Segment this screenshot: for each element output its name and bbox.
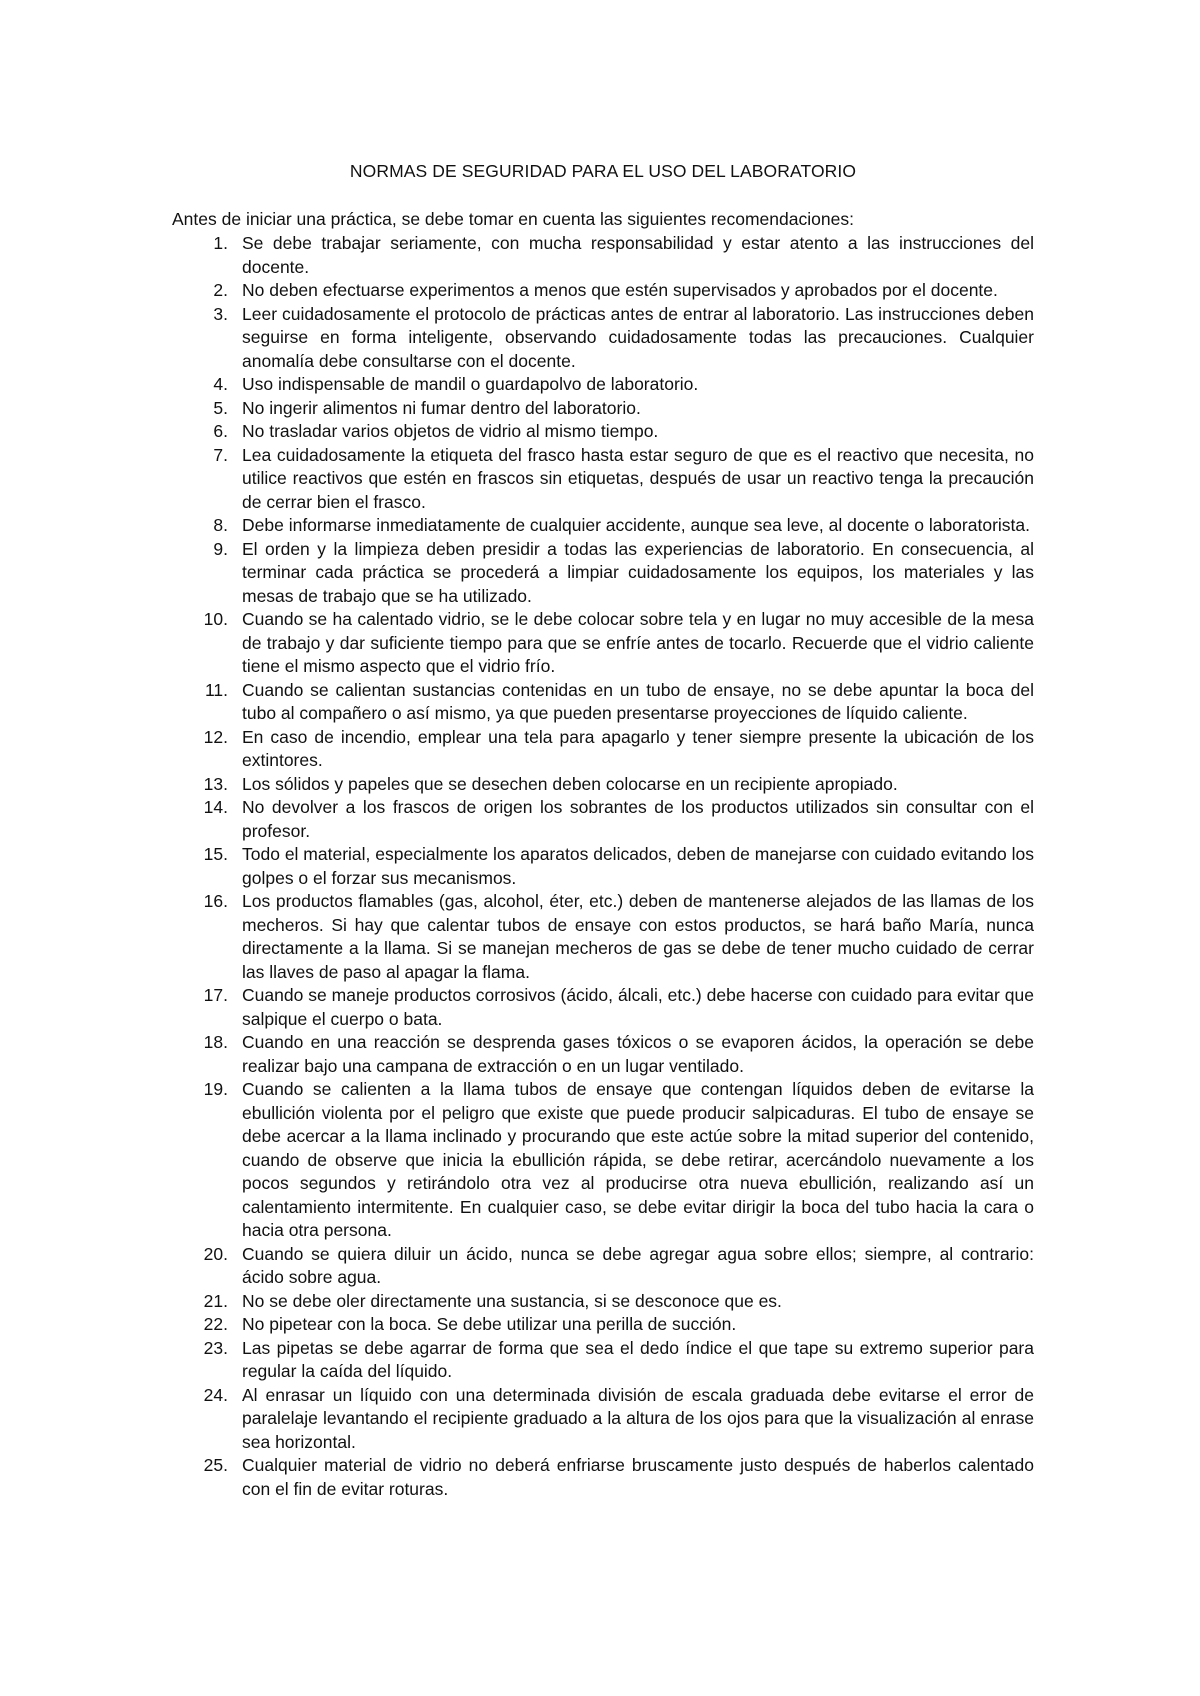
list-item [172, 890, 1034, 984]
item-number: 25. [203, 1455, 228, 1475]
list-item [172, 1337, 1034, 1384]
item-text: No devolver a los frascos de origen los sobrantes de los productos utilizados sin consultar con el profesor. [242, 797, 1034, 841]
list-item [172, 1313, 1034, 1337]
list-item [172, 1243, 1034, 1290]
item-text: Leer cuidadosamente el protocolo de prácticas antes de entrar al laboratorio. Las instrucciones deben seguirse en forma inteligente, observando cuidadosamente todas las precauciones. Cualquier anomalía debe consultarse con el docente. [242, 303, 1034, 371]
list-item [172, 608, 1034, 679]
item-text: Cuando se calienten a la llama tubos de ensaye que contengan líquidos deben de evitarse la ebullición violenta por el peligro que existe que puede producir salpicaduras. El tubo de ensaye se debe acercar a la llama inclinado y procurando que este actúe sobre la mitad superior del contenido, cuando de observe que inicia la ebullición rápida, se debe retirar, acercándolo nuevamente a los pocos segundos y retirándolo otra vez al producirse otra nueva ebullición, realizando así un calentamiento intermitente. En cualquier caso, se debe evitar dirigir la boca del tubo hacia la cara o hacia otra persona. [242, 1079, 1034, 1240]
item-number: 13. [203, 773, 228, 794]
item-number: 12. [203, 726, 228, 747]
list-item [172, 679, 1034, 726]
item-text: Todo el material, especialmente los aparatos delicados, deben de manejarse con cuidado evitando los golpes o el forzar sus mecanismos. [242, 844, 1034, 888]
list-item [172, 538, 1034, 609]
item-text: Cuando se calientan sustancias contenidas en un tubo de ensaye, no se debe apuntar la boca del tubo al compañero o así mismo, ya que pueden presentarse proyecciones de líquido caliente. [242, 679, 1034, 723]
item-number: 6. [213, 421, 228, 441]
item-number: 21. [203, 1290, 228, 1311]
item-text: Los sólidos y papeles que se desechen deben colocarse en un recipiente apropiado. [242, 773, 898, 794]
item-number: 9. [213, 538, 228, 559]
list-item [172, 796, 1034, 843]
item-text: Se debe trabajar seriamente, con mucha responsabilidad y estar atento a las instrucciones del docente. [242, 233, 1034, 277]
item-number: 17. [203, 985, 228, 1005]
item-number: 23. [203, 1337, 228, 1358]
item-number: 3. [213, 303, 228, 324]
item-text: Las pipetas se debe agarrar de forma que sea el dedo índice el que tape su extremo superior para regular la caída del líquido. [242, 1337, 1034, 1381]
item-text: No trasladar varios objetos de vidrio al mismo tiempo. [242, 421, 659, 441]
item-text: Cuando en una reacción se desprenda gases tóxicos o se evaporen ácidos, la operación se debe realizar bajo una campana de extracción o en un lugar ventilado. [242, 1032, 1034, 1076]
list-item [172, 373, 1034, 397]
item-number: 4. [213, 374, 228, 394]
list-item [172, 1384, 1034, 1455]
item-number: 10. [203, 609, 228, 629]
list-item [172, 514, 1034, 538]
list-item [172, 444, 1034, 515]
item-number: 22. [203, 1314, 228, 1334]
list-item [172, 1078, 1034, 1243]
item-text: Cuando se ha calentado vidrio, se le debe colocar sobre tela y en lugar no muy accesible de la mesa de trabajo y dar suficiente tiempo para que se enfríe antes de tocarlo. Recuerde que el vidrio caliente tiene el mismo aspecto que el vidrio frío. [242, 609, 1034, 676]
item-text: En caso de incendio, emplear una tela para apagarlo y tener siempre presente la ubicación de los extintores. [242, 726, 1034, 770]
item-number: 8. [213, 515, 228, 535]
item-text: No deben efectuarse experimentos a menos que estén supervisados y aprobados por el docente. [242, 280, 998, 300]
list-item [172, 1031, 1034, 1078]
item-text: Los productos flamables (gas, alcohol, éter, etc.) deben de mantenerse alejados de las llamas de los mecheros. Si hay que calentar tubos de ensaye con estos productos, se hará baño María, nunca directamente a la llama. Si se manejan mecheros de gas se debe de tener mucho cuidado de cerrar las llaves de paso al apagar la flama. [242, 891, 1034, 982]
item-text: No ingerir alimentos ni fumar dentro del laboratorio. [242, 397, 641, 418]
page-title: NORMAS DE SEGURIDAD PARA EL USO DEL LABORATORIO [349, 161, 857, 181]
item-text: El orden y la limpieza deben presidir a todas las experiencias de laboratorio. En consecuencia, al terminar cada práctica se procederá a limpiar cuidadosamente los equipos, los materiales y las mesas de trabajo que se ha utilizado. [242, 538, 1034, 606]
item-number: 16. [203, 891, 228, 911]
item-text: No pipetear con la boca. Se debe utilizar una perilla de succión. [242, 1314, 737, 1334]
list-item [172, 1454, 1034, 1501]
item-number: 20. [203, 1243, 228, 1264]
item-text: Lea cuidadosamente la etiqueta del frasco hasta estar seguro de que es el reactivo que necesita, no utilice reactivos que estén en frascos sin etiquetas, después de usar un reactivo tenga la precaución de cerrar bien el frasco. [242, 444, 1034, 512]
list-item [172, 303, 1034, 374]
item-text: Uso indispensable de mandil o guardapolvo de laboratorio. [242, 374, 699, 394]
item-text: Al enrasar un líquido con una determinada división de escala graduada debe evitarse el error de paralelaje levantando el recipiente graduado a la altura de los ojos para que la visualización al enrase sea horizontal. [242, 1384, 1034, 1452]
item-number: 14. [203, 797, 228, 817]
item-number: 24. [203, 1384, 228, 1405]
item-number: 1. [213, 233, 228, 253]
item-text: Cuando se quiera diluir un ácido, nunca se debe agregar agua sobre ellos; siempre, al contrario: ácido sobre agua. [242, 1243, 1034, 1287]
item-text: No se debe oler directamente una sustancia, si se desconoce que es. [242, 1290, 782, 1311]
list-item [172, 420, 1034, 444]
list-item [172, 232, 1034, 279]
list-item [172, 1290, 1034, 1314]
list-item [172, 984, 1034, 1031]
list-item [172, 773, 1034, 797]
list-item [172, 726, 1034, 773]
item-number: 11. [204, 679, 228, 700]
list-item [172, 843, 1034, 890]
item-number: 18. [203, 1032, 228, 1052]
list-item [172, 397, 1034, 421]
item-number: 19. [203, 1079, 228, 1099]
intro-paragraph: Antes de iniciar una práctica, se debe tomar en cuenta las siguientes recomendaciones: [172, 209, 854, 229]
rules-list [172, 232, 1034, 1501]
list-item [172, 279, 1034, 303]
item-number: 15. [203, 844, 228, 864]
item-number: 7. [213, 444, 228, 465]
document-page [172, 160, 1034, 1501]
item-text: Cualquier material de vidrio no deberá enfriarse bruscamente justo después de haberlos calentado con el fin de evitar roturas. [242, 1455, 1034, 1499]
item-text: Cuando se maneje productos corrosivos (ácido, álcali, etc.) debe hacerse con cuidado para evitar que salpique el cuerpo o bata. [242, 985, 1034, 1029]
item-number: 2. [213, 280, 228, 300]
item-number: 5. [213, 397, 228, 418]
item-text: Debe informarse inmediatamente de cualquier accidente, aunque sea leve, al docente o laboratorista. [242, 515, 1030, 535]
